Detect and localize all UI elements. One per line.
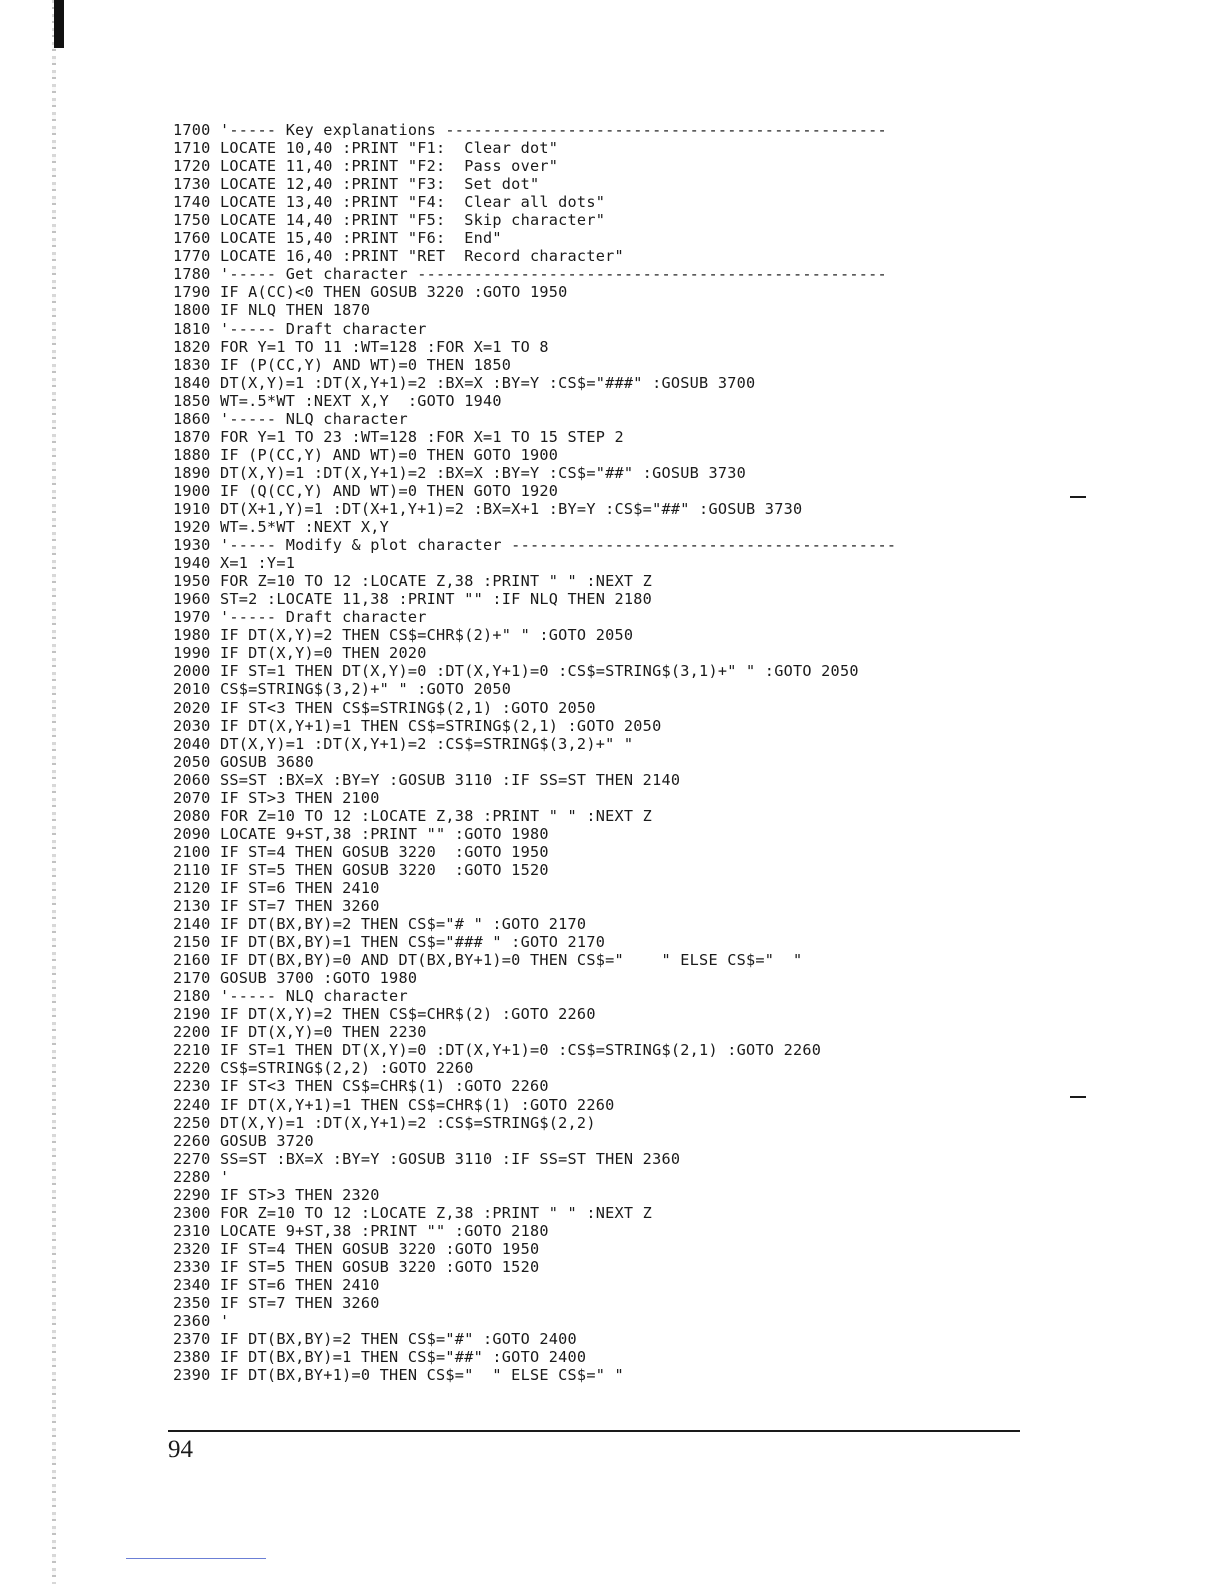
code-line: 1880 IF (P(CC,Y) AND WT)=0 THEN GOTO 1900 xyxy=(173,445,559,464)
code-line: 2310 LOCATE 9+ST,38 :PRINT "" :GOTO 2180 xyxy=(173,1221,549,1240)
scan-edge-shadow xyxy=(52,0,56,1584)
code-line: 2010 CS$=STRING$(3,2)+" " :GOTO 2050 xyxy=(173,680,512,699)
code-line: 1850 WT=.5*WT :NEXT X,Y :GOTO 1940 xyxy=(173,391,502,410)
code-line: 1720 LOCATE 11,40 :PRINT "F2: Pass over" xyxy=(173,157,559,176)
code-line: 2180 '----- NLQ character xyxy=(173,987,408,1006)
scan-binding-mark xyxy=(54,0,64,48)
code-line: 1780 '----- Get character -------------------------------------------------- xyxy=(173,265,887,284)
code-line: 1700 '----- Key explanations ----------------------------------------------- xyxy=(173,121,887,139)
code-line: 1750 LOCATE 14,40 :PRINT "F5: Skip character" xyxy=(173,211,606,230)
code-line: 1950 FOR Z=10 TO 12 :LOCATE Z,38 :PRINT " " :NEXT Z xyxy=(173,572,653,591)
code-line: 1860 '----- NLQ character xyxy=(173,409,408,428)
code-line: 1970 '----- Draft character xyxy=(173,608,427,627)
code-line: 2140 IF DT(BX,BY)=2 THEN CS$="# " :GOTO 2170 xyxy=(173,915,587,934)
code-line: 2020 IF ST<3 THEN CS$=STRING$(2,1) :GOTO 2050 xyxy=(173,698,596,717)
code-line: 2120 IF ST=6 THEN 2410 xyxy=(173,878,380,897)
code-line: 2030 IF DT(X,Y+1)=1 THEN CS$=STRING$(2,1) :GOTO 2050 xyxy=(173,716,662,735)
code-line: 1980 IF DT(X,Y)=2 THEN CS$=CHR$(2)+" " :GOTO 2050 xyxy=(173,626,634,645)
code-line: 2190 IF DT(X,Y)=2 THEN CS$=CHR$(2) :GOTO 2260 xyxy=(173,1005,596,1024)
code-line: 1790 IF A(CC)<0 THEN GOSUB 3220 :GOTO 1950 xyxy=(173,283,568,302)
code-line: 2300 FOR Z=10 TO 12 :LOCATE Z,38 :PRINT " " :NEXT Z xyxy=(173,1203,653,1222)
code-line: 2130 IF ST=7 THEN 3260 xyxy=(173,897,380,916)
code-line: 2090 LOCATE 9+ST,38 :PRINT "" :GOTO 1980 xyxy=(173,824,549,843)
code-line: 2270 SS=ST :BX=X :BY=Y :GOSUB 3110 :IF SS=ST THEN 2360 xyxy=(173,1149,681,1168)
code-line: 2390 IF DT(BX,BY+1)=0 THEN CS$=" " ELSE CS$=" " xyxy=(173,1366,624,1385)
code-line: 2250 DT(X,Y)=1 :DT(X,Y+1)=2 :CS$=STRING$(2,2) xyxy=(173,1113,596,1132)
margin-mark xyxy=(1070,1096,1086,1098)
code-line: 2000 IF ST=1 THEN DT(X,Y)=0 :DT(X,Y+1)=0 :CS$=STRING$(3,1)+" " :GOTO 2050 xyxy=(173,662,859,681)
code-line: 1940 X=1 :Y=1 xyxy=(173,554,296,573)
code-line: 2170 GOSUB 3700 :GOTO 1980 xyxy=(173,969,418,988)
code-line: 1770 LOCATE 16,40 :PRINT "RET Record character" xyxy=(173,247,624,266)
code-line: 1900 IF (Q(CC,Y) AND WT)=0 THEN GOTO 1920 xyxy=(173,481,559,500)
code-line: 2060 SS=ST :BX=X :BY=Y :GOSUB 3110 :IF SS=ST THEN 2140 xyxy=(173,770,681,789)
code-line: 2350 IF ST=7 THEN 3260 xyxy=(173,1294,380,1313)
code-line: 1710 LOCATE 10,40 :PRINT "F1: Clear dot" xyxy=(173,139,559,158)
code-line: 2100 IF ST=4 THEN GOSUB 3220 :GOTO 1950 xyxy=(173,842,549,861)
code-line: 1760 LOCATE 15,40 :PRINT "F6: End" xyxy=(173,229,502,248)
code-line: 1820 FOR Y=1 TO 11 :WT=128 :FOR X=1 TO 8 xyxy=(173,337,549,356)
code-line: 2280 ' xyxy=(173,1167,230,1186)
code-line: 2150 IF DT(BX,BY)=1 THEN CS$="### " :GOTO 2170 xyxy=(173,933,606,952)
code-line: 1920 WT=.5*WT :NEXT X,Y xyxy=(173,518,390,537)
code-line: 1930 '----- Modify & plot character ----------------------------------------- xyxy=(173,536,897,555)
code-line: 2370 IF DT(BX,BY)=2 THEN CS$="#" :GOTO 2400 xyxy=(173,1330,577,1349)
code-line: 2040 DT(X,Y)=1 :DT(X,Y+1)=2 :CS$=STRING$(3,2)+" " xyxy=(173,734,634,753)
code-line: 1830 IF (P(CC,Y) AND WT)=0 THEN 1850 xyxy=(173,355,512,374)
footer-rule xyxy=(168,1430,1020,1432)
code-line: 2110 IF ST=5 THEN GOSUB 3220 :GOTO 1520 xyxy=(173,860,549,879)
code-line: 1810 '----- Draft character xyxy=(173,319,427,338)
code-line: 2260 GOSUB 3720 xyxy=(173,1131,314,1150)
code-line: 2230 IF ST<3 THEN CS$=CHR$(1) :GOTO 2260 xyxy=(173,1077,549,1096)
code-line: 2070 IF ST>3 THEN 2100 xyxy=(173,788,380,807)
code-line: 2380 IF DT(BX,BY)=1 THEN CS$="##" :GOTO 2400 xyxy=(173,1348,587,1367)
code-line: 2360 ' xyxy=(173,1312,230,1331)
code-line: 1990 IF DT(X,Y)=0 THEN 2020 xyxy=(173,644,427,663)
code-line: 2200 IF DT(X,Y)=0 THEN 2230 xyxy=(173,1023,427,1042)
code-line: 1870 FOR Y=1 TO 23 :WT=128 :FOR X=1 TO 15 STEP 2 xyxy=(173,427,624,446)
code-line: 1840 DT(X,Y)=1 :DT(X,Y+1)=2 :BX=X :BY=Y :CS$="###" :GOSUB 3700 xyxy=(173,373,756,392)
code-line: 1890 DT(X,Y)=1 :DT(X,Y+1)=2 :BX=X :BY=Y :CS$="##" :GOSUB 3730 xyxy=(173,463,747,482)
basic-code-listing xyxy=(173,121,1033,1384)
code-line: 1730 LOCATE 12,40 :PRINT "F3: Set dot" xyxy=(173,175,540,194)
code-line: 2330 IF ST=5 THEN GOSUB 3220 :GOTO 1520 xyxy=(173,1257,540,1276)
code-line: 2160 IF DT(BX,BY)=0 AND DT(BX,BY+1)=0 THEN CS$=" " ELSE CS$=" " xyxy=(173,951,803,970)
code-line: 1800 IF NLQ THEN 1870 xyxy=(173,301,371,320)
code-line: 2340 IF ST=6 THEN 2410 xyxy=(173,1276,380,1294)
code-line: 2240 IF DT(X,Y+1)=1 THEN CS$=CHR$(1) :GOTO 2260 xyxy=(173,1095,615,1114)
code-line: 2050 GOSUB 3680 xyxy=(173,752,314,771)
margin-mark xyxy=(1070,496,1086,498)
page-number: 94 xyxy=(168,1436,193,1463)
code-line: 2320 IF ST=4 THEN GOSUB 3220 :GOTO 1950 xyxy=(173,1239,540,1258)
code-line: 1960 ST=2 :LOCATE 11,38 :PRINT "" :IF NLQ THEN 2180 xyxy=(173,590,653,609)
code-line: 1740 LOCATE 13,40 :PRINT "F4: Clear all dots" xyxy=(173,193,606,212)
scan-artifact-line xyxy=(126,1558,266,1559)
code-line: 2210 IF ST=1 THEN DT(X,Y)=0 :DT(X,Y+1)=0 :CS$=STRING$(2,1) :GOTO 2260 xyxy=(173,1041,822,1060)
code-line: 2220 CS$=STRING$(2,2) :GOTO 2260 xyxy=(173,1059,474,1078)
code-line: 2080 FOR Z=10 TO 12 :LOCATE Z,38 :PRINT " " :NEXT Z xyxy=(173,806,653,825)
code-line: 2290 IF ST>3 THEN 2320 xyxy=(173,1185,380,1204)
code-line: 1910 DT(X+1,Y)=1 :DT(X+1,Y+1)=2 :BX=X+1 :BY=Y :CS$="##" :GOSUB 3730 xyxy=(173,499,803,518)
